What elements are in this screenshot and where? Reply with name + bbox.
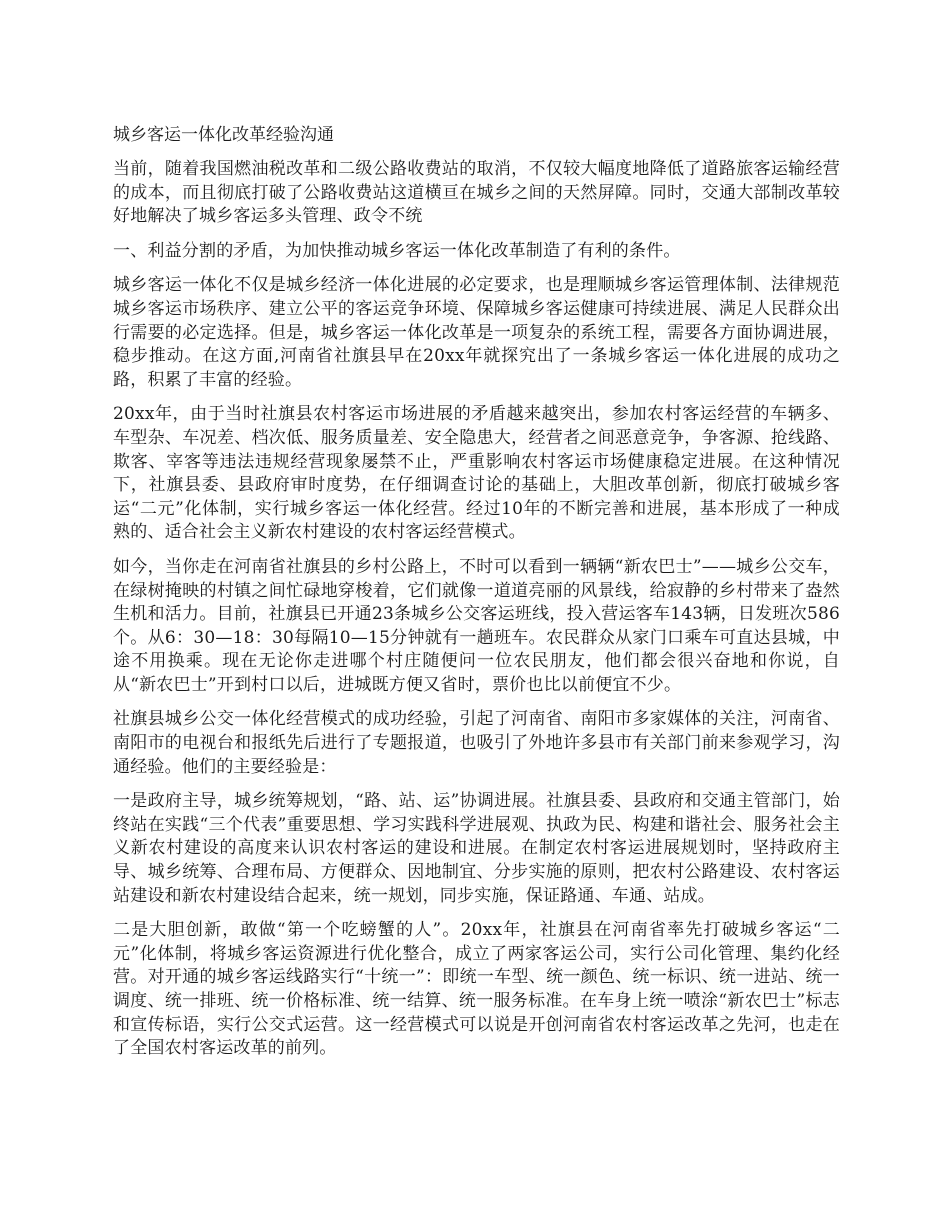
paragraph-experience-two: 二是大胆创新，敢做“第一个吃螃蟹的人”。20xx年，社旗县在河南省率先打破城乡客运“二元”化体制，将城乡客运资源进行优化整合，成立了两家客运公司，实行公司化管理、集约化经营。对开通的城乡客运线路实行“十统一”：即统一车型、统一颜色、统一标识、统一进站、统一调度、统一排班、统一价格标准、统一结算、统一服务标准。在车身上统一喷涂“新农巴士”标志和宣传标语，实行公交式运营。这一经营模式可以说是开创河南省农村客运改革之先河，也走在了全国农村客运改革的前列。 [113, 920, 840, 1059]
paragraph-section-one: 一、利益分割的矛盾，为加快推动城乡客运一体化改革制造了有利的条件。 [113, 240, 681, 261]
paragraph-media-attention: 社旗县城乡公交一体化经营模式的成功经验，引起了河南省、南阳市多家媒体的关注，河南省、南阳市的电视台和报纸先后进行了专题报道，也吸引了外地许多县市有关部门前来参观学习，沟通经验。他们的主要经验是： [113, 709, 840, 777]
document-page [113, 123, 840, 1072]
paragraph-history: 20xx年，由于当时社旗县农村客运市场进展的矛盾越来越突出，参加农村客运经营的车辆多、车型杂、车况差、档次低、服务质量差、安全隐患大，经营者之间恶意竞争，争客源、抢线路、欺客、宰客等违法违规经营现象屡禁不止，严重影响农村客运市场健康稳定进展。在这种情况下，社旗县委、县政府审时度势，在仔细调查讨论的基础上，大胆改革创新，彻底打破城乡客运“二元”化体制，实行城乡客运一体化经营。经过10年的不断完善和进展，基本形成了一种成熟的、适合社会主义新农村建设的农村客运经营模式。 [113, 404, 840, 543]
document-title: 城乡客运一体化改革经验沟通 [113, 125, 334, 145]
paragraph-intro: 当前，随着我国燃油税改革和二级公路收费站的取消，不仅较大幅度地降低了道路旅客运输经营的成本，而且彻底打破了公路收费站这道横亘在城乡之间的天然屏障。同时，交通大部制改革较好地解决了城乡客运多头管理、政令不统 [113, 159, 840, 227]
paragraph-background: 城乡客运一体化不仅是城乡经济一体化进展的必定要求，也是理顺城乡客运管理体制、法律规范城乡客运市场秩序、建立公平的客运竞争环境、保障城乡客运健康可持续进展、满足人民群众出行需要的必定选择。但是，城乡客运一体化改革是一项复杂的系统工程，需要各方面协调进展，稳步推动。在这方面,河南省社旗县早在20xx年就探究出了一条城乡客运一体化进展的成功之路，积累了丰富的经验。 [113, 275, 840, 390]
paragraph-current-status: 如今，当你走在河南省社旗县的乡村公路上，不时可以看到一辆辆“新农巴士”——城乡公交车，在绿树掩映的村镇之间忙碌地穿梭着，它们就像一道道亮丽的风景线，给寂静的乡村带来了盎然生机和活力。目前，社旗县已开通23条城乡公交客运班线，投入营运客车143辆，日发班次586个。从6：30—18：30每隔10—15分钟就有一趟班车。农民群众从家门口乘车可直达县城，中途不用换乘。现在无论你走进哪个村庄随便问一位农民朋友，他们都会很兴奋地和你说，自从“新农巴士”开到村口以后，进城既方便又省时，票价也比以前便宜不少。 [113, 556, 840, 695]
paragraph-experience-one: 一是政府主导，城乡统筹规划，“路、站、运”协调进展。社旗县委、县政府和交通主管部门，始终站在实践“三个代表”重要思想、学习实践科学进展观、执政为民、构建和谐社会、服务社会主义新农村建设的高度来认识农村客运的建设和进展。在制定农村客运进展规划时，坚持政府主导、城乡统筹、合理布局、方便群众、因地制宜、分步实施的原则，把农村公路建设、农村客运站建设和新农村建设结合起来，统一规划，同步实施，保证路通、车通、站成。 [113, 791, 840, 906]
